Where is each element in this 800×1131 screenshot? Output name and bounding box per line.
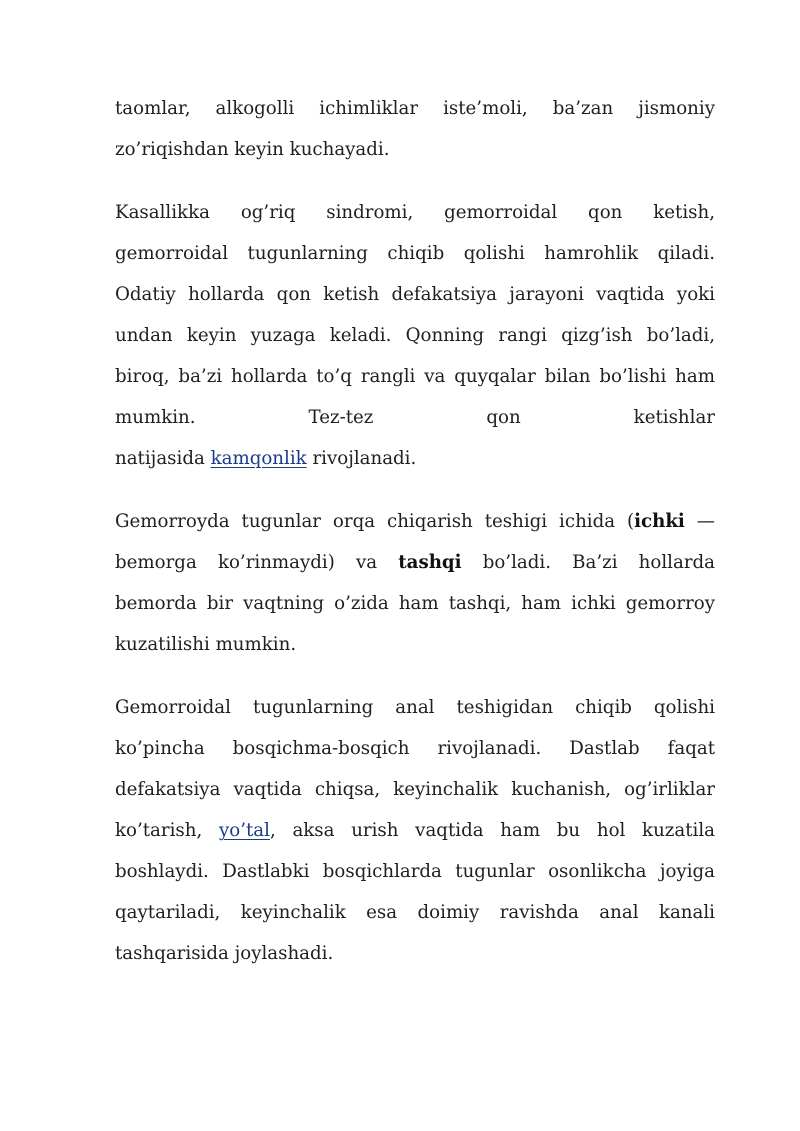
yotal-link[interactable]: yo’tal — [218, 820, 270, 841]
text-segment: bo’ladi. Ba’zi hollarda — [461, 552, 715, 573]
text-line — [115, 438, 715, 479]
paragraph-3 — [115, 501, 715, 665]
text-segment: bemorga ko’rinmaydi) va — [115, 552, 399, 573]
text-line: undan keyin yuzaga keladi. Qonning rangi qizg’ish bo’ladi, — [115, 325, 715, 346]
document-page — [115, 88, 715, 996]
text-line: boshlaydi. Dastlabki bosqichlarda tugunlar osonlikcha joyiga — [115, 861, 715, 882]
text-line: Odatiy hollarda qon ketish defakatsiya jarayoni vaqtida yoki — [115, 284, 715, 305]
text-line: Kasallikka og’riq sindromi, gemorroidal qon ketish, — [115, 202, 715, 223]
text-line — [115, 501, 715, 542]
text-line: gemorroidal tugunlarning chiqib qolishi hamrohlik qiladi. — [115, 243, 715, 264]
text-line: zo’riqishdan keyin kuchayadi. — [115, 139, 390, 160]
text-segment: ko’tarish, — [115, 820, 219, 841]
text-line: kuzatilishi mumkin. — [115, 634, 297, 655]
paragraph-4 — [115, 687, 715, 974]
kamqonlik-link[interactable]: kamqonlik — [210, 448, 307, 469]
text-line: biroq, ba’zi hollarda to’q rangli va quyqalar bilan bo’lishi ham — [115, 366, 715, 387]
text-segment: rivojlanadi. — [306, 448, 417, 469]
text-segment: natijasida — [115, 448, 211, 469]
text-line: bemorda bir vaqtning o’zida ham tashqi, ham ichki gemorroy — [115, 593, 715, 614]
paragraph-2 — [115, 192, 715, 479]
text-line — [115, 810, 715, 851]
paragraph-1 — [115, 88, 715, 170]
text-line: qaytariladi, keyinchalik esa doimiy ravishda anal kanali — [115, 902, 715, 923]
text-line — [115, 542, 715, 583]
text-line: ko’pincha bosqichma-bosqich rivojlanadi. Dastlab faqat — [115, 738, 715, 759]
text-line: taomlar, alkogolli ichimliklar iste’moli, ba’zan jismoniy — [115, 98, 715, 119]
text-segment: — — [684, 511, 715, 532]
text-segment: Gemorroyda tugunlar orqa chiqarish teshigi ichida ( — [115, 511, 635, 532]
text-segment: , aksa urish vaqtida ham bu hol kuzatila — [269, 820, 715, 841]
bold-term-tashqi: tashqi — [398, 552, 462, 573]
text-line: defakatsiya vaqtida chiqsa, keyinchalik kuchanish, og’irliklar — [115, 779, 715, 800]
bold-term-ichki: ichki — [634, 511, 685, 532]
text-line: mumkin. Tez-tez qon ketishlar — [115, 407, 715, 428]
text-line: tashqarisida joylashadi. — [115, 943, 334, 964]
text-line: Gemorroidal tugunlarning anal teshigidan chiqib qolishi — [115, 697, 715, 718]
